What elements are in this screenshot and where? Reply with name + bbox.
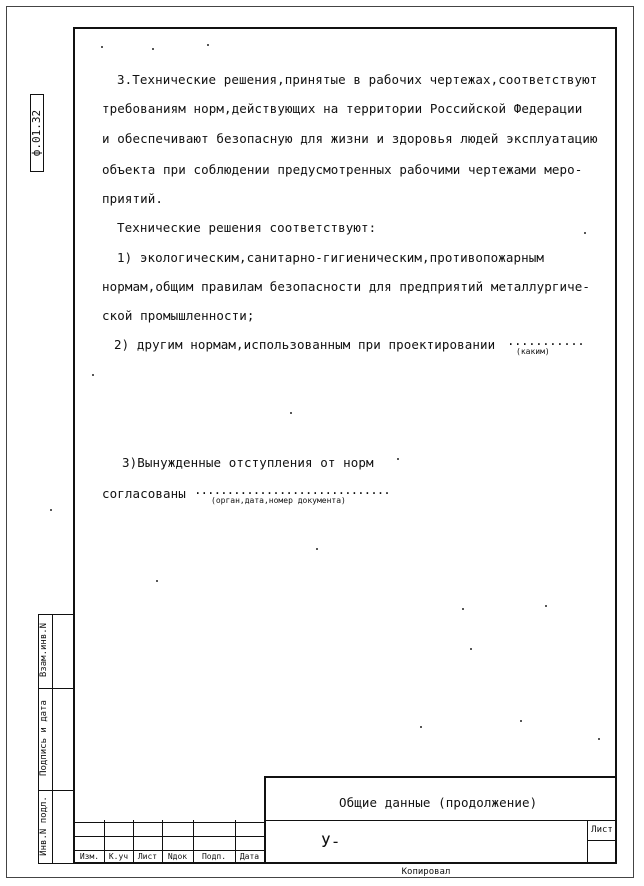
- scan-speck: [92, 374, 94, 376]
- scan-speck: [152, 48, 154, 50]
- scan-speck: [584, 232, 586, 234]
- deviations-line2: согласованы: [102, 486, 186, 501]
- footer-kopiroval: Копировал: [401, 867, 451, 877]
- title-block-doc-code: У-: [321, 832, 341, 851]
- scan-speck: [101, 46, 103, 48]
- p3-line-3: и обеспечивают безопасную для жизни и здоровья людей эксплуатацию: [102, 131, 598, 146]
- col-izm: Изм.: [79, 852, 100, 861]
- compliance-item1-line2: нормам,общим правилам безопасности для предприятий металлургиче-: [102, 279, 591, 294]
- scan-speck: [207, 44, 209, 46]
- side-field-vzam-inv: Взам.инв.N: [39, 622, 49, 678]
- col-list: Лист: [137, 852, 158, 861]
- p3-line-2: требованиям норм,действующих на территории Российской Федерации: [102, 101, 583, 116]
- col-ndok: Nдок: [167, 852, 188, 861]
- scan-speck: [397, 458, 399, 460]
- side-code: ф.01.32: [30, 109, 43, 157]
- p3-line-5: приятий.: [102, 191, 164, 206]
- deviations-blank: ..............................: [194, 482, 390, 497]
- scan-speck: [316, 548, 318, 550]
- drawing-frame: [73, 27, 617, 864]
- col-data: Дата: [239, 852, 260, 861]
- scan-speck: [462, 608, 464, 610]
- title-block-title: Общие данные (продолжение): [339, 795, 538, 810]
- col-kuch: К.уч: [108, 852, 129, 861]
- scan-speck: [50, 509, 52, 511]
- compliance-item2-blank: ...........: [507, 333, 585, 348]
- scan-speck: [598, 738, 600, 740]
- scan-speck: [290, 412, 292, 414]
- p3-line-1: 3.Технические решения,принятые в рабочих чертежах,соответствуют: [117, 72, 598, 87]
- title-block-sheet-label: Лист: [591, 825, 613, 835]
- deviations-hint: (орган,дата,номер документа): [211, 496, 346, 505]
- compliance-intro: Технические решения соответствуют:: [117, 220, 377, 235]
- compliance-item1-line1: 1) экологическим,санитарно-гигиеническим,противопожарным: [117, 250, 545, 265]
- scan-speck: [470, 648, 472, 650]
- p3-line-4: объекта при соблюдении предусмотренных рабочими чертежами меро-: [102, 162, 583, 177]
- scan-speck: [520, 720, 522, 722]
- compliance-item2: 2) другим нормам,использованным при проектировании: [114, 337, 496, 352]
- deviations-line1: 3)Вынужденные отступления от норм: [122, 455, 374, 470]
- compliance-item2-hint: (каким): [516, 347, 550, 356]
- col-podp: Подп.: [201, 852, 227, 861]
- scan-speck: [420, 726, 422, 728]
- side-field-podpis-data: Подпись и дата: [39, 700, 49, 776]
- scan-speck: [156, 580, 158, 582]
- scan-speck: [545, 605, 547, 607]
- side-field-inv-podl: Инв.N подл.: [39, 796, 49, 856]
- compliance-item1-line3: ской промышленности;: [102, 308, 255, 323]
